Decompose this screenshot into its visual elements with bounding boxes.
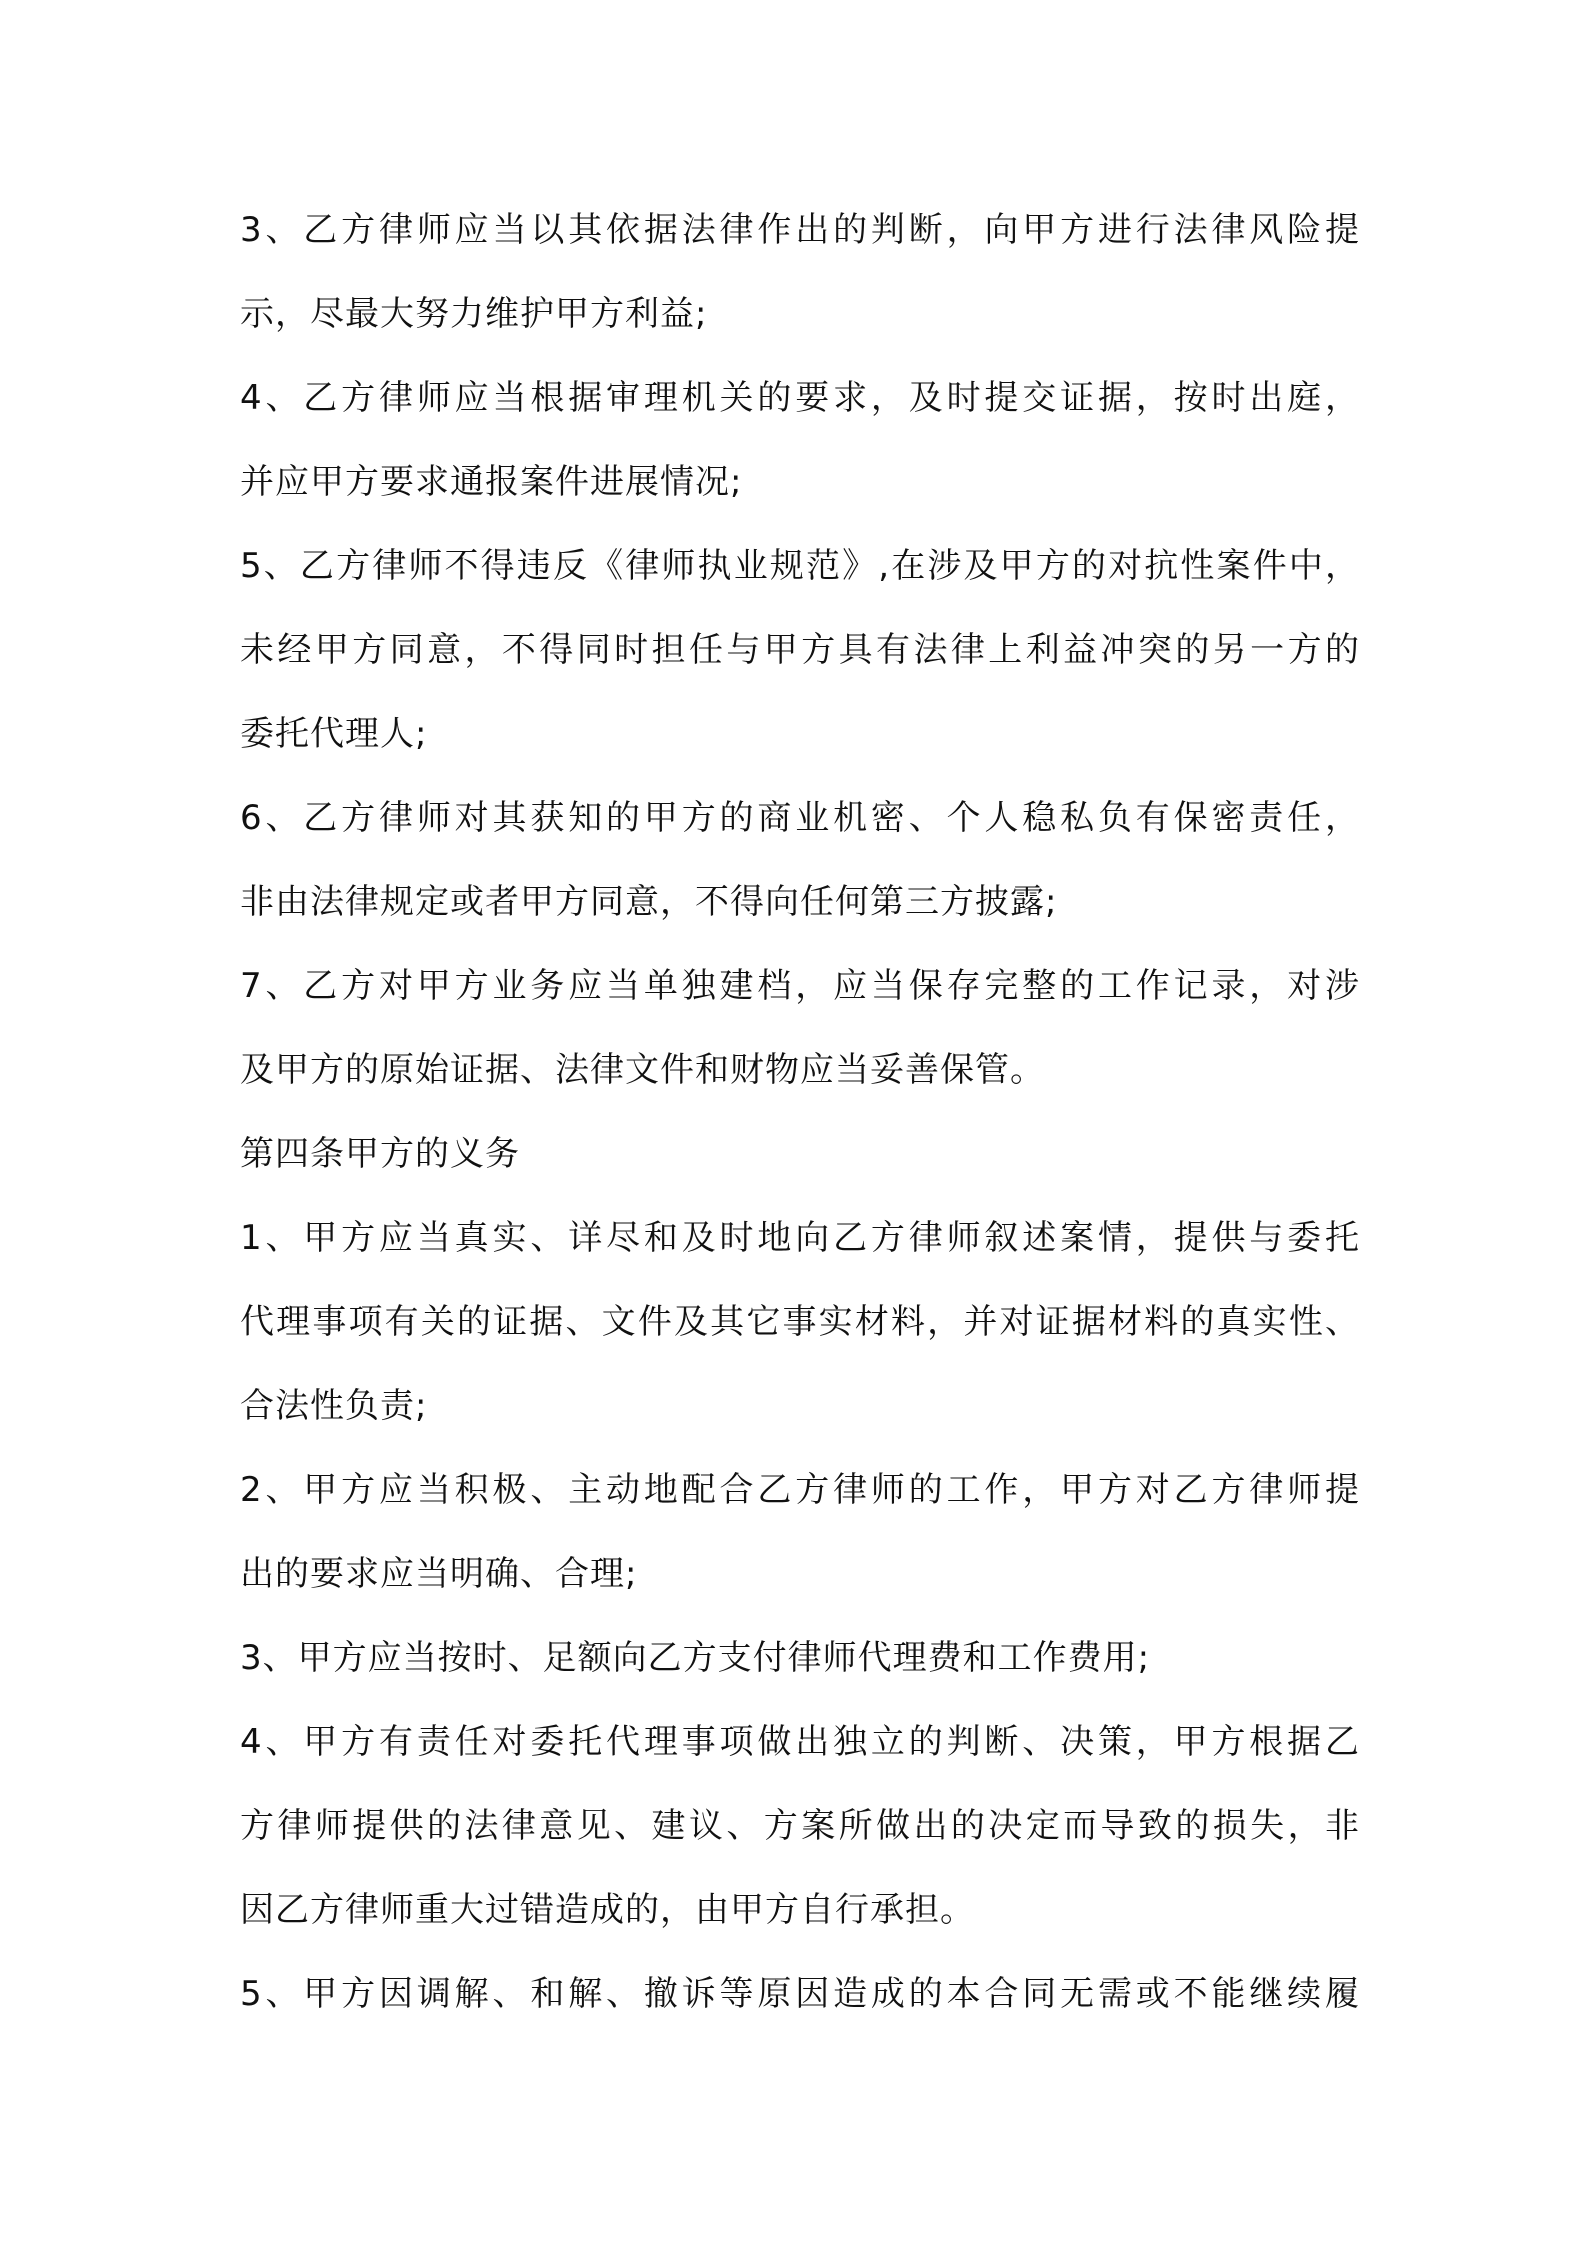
text-line: 7、乙方对甲方业务应当单独建档，应当保存完整的工作记录，对涉	[240, 966, 1360, 1006]
text-line: 1、甲方应当真实、详尽和及时地向乙方律师叙述案情，提供与委托	[240, 1218, 1360, 1258]
text-line: 方律师提供的法律意见、建议、方案所做出的决定而导致的损失，非	[240, 1806, 1360, 1846]
text-line: 并应甲方要求通报案件进展情况;	[240, 462, 743, 502]
text-line: 出的要求应当明确、合理;	[240, 1554, 638, 1594]
section-heading: 第四条甲方的义务	[240, 1134, 520, 1174]
text-line: 2、甲方应当积极、主动地配合乙方律师的工作，甲方对乙方律师提	[240, 1470, 1360, 1510]
text-line: 及甲方的原始证据、法律文件和财物应当妥善保管。	[240, 1050, 1045, 1090]
text-line: 6、乙方律师对其获知的甲方的商业机密、个人稳私负有保密责任，	[240, 798, 1360, 838]
text-line: 合法性负责;	[240, 1386, 428, 1426]
text-line: 未经甲方同意，不得同时担任与甲方具有法律上利益冲突的另一方的	[240, 630, 1360, 670]
text-line: 非由法律规定或者甲方同意，不得向任何第三方披露;	[240, 882, 1058, 922]
text-line: 5、甲方因调解、和解、撤诉等原因造成的本合同无需或不能继续履	[240, 1974, 1360, 2014]
text-line: 4、甲方有责任对委托代理事项做出独立的判断、决策，甲方根据乙	[240, 1722, 1360, 1762]
text-line: 示，尽最大努力维护甲方利益;	[240, 294, 708, 334]
text-line: 因乙方律师重大过错造成的，由甲方自行承担。	[240, 1890, 975, 1930]
text-line: 3、乙方律师应当以其依据法律作出的判断，向甲方进行法律风险提	[240, 210, 1360, 250]
text-line: 委托代理人;	[240, 714, 428, 754]
text-line: 5、乙方律师不得违反《律师执业规范》,在涉及甲方的对抗性案件中，	[240, 546, 1360, 586]
text-line: 4、乙方律师应当根据审理机关的要求，及时提交证据，按时出庭，	[240, 378, 1360, 418]
text-line: 3、甲方应当按时、足额向乙方支付律师代理费和工作费用;	[240, 1638, 1151, 1678]
text-line: 代理事项有关的证据、文件及其它事实材料，并对证据材料的真实性、	[240, 1302, 1360, 1342]
